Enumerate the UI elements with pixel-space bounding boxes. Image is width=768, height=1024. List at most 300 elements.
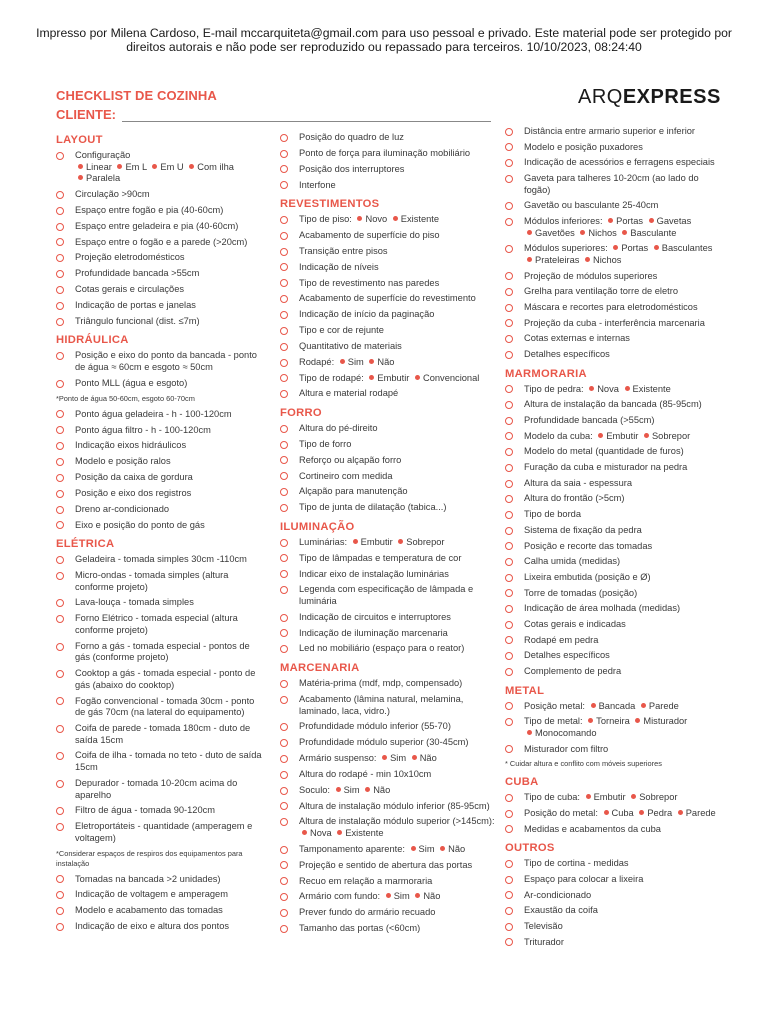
checkbox-circle-icon[interactable] [280, 802, 288, 810]
checkbox-circle-icon[interactable] [505, 464, 513, 472]
checkbox-circle-icon[interactable] [505, 589, 513, 597]
checklist-item[interactable] [280, 678, 496, 690]
option-n-o[interactable] [412, 753, 437, 763]
checkbox-circle-icon[interactable] [280, 771, 288, 779]
checkbox-circle-icon[interactable] [56, 152, 64, 160]
checklist-item[interactable] [505, 921, 720, 933]
checkbox-circle-icon[interactable] [280, 263, 288, 271]
option-portas[interactable] [608, 216, 643, 226]
checklist-item[interactable] [280, 876, 496, 888]
checklist-item[interactable] [56, 189, 266, 201]
checkbox-circle-icon[interactable] [56, 875, 64, 883]
checklist-item[interactable] [280, 844, 496, 856]
checklist-item-label: Interfone [299, 179, 336, 190]
checkbox-circle-icon[interactable] [505, 825, 513, 833]
checklist-item-content [299, 907, 496, 919]
checkbox-circle-icon[interactable] [505, 891, 513, 899]
checkbox-circle-icon[interactable] [280, 134, 288, 142]
checkbox-circle-icon[interactable] [505, 542, 513, 550]
checklist-item[interactable] [56, 221, 266, 233]
checklist-item[interactable] [280, 923, 496, 935]
checklist-item[interactable] [505, 349, 720, 361]
checkbox-circle-icon[interactable] [280, 739, 288, 747]
option-dot-icon [415, 893, 420, 898]
option-existente[interactable] [625, 384, 671, 394]
checklist-item[interactable] [280, 180, 496, 192]
checkbox-circle-icon[interactable] [56, 780, 64, 788]
checkbox-circle-icon[interactable] [56, 352, 64, 360]
checkbox-circle-icon[interactable] [280, 570, 288, 578]
checkbox-circle-icon[interactable] [56, 506, 64, 514]
checklist-item[interactable] [56, 554, 266, 566]
checklist-item[interactable] [505, 318, 720, 330]
checklist-item[interactable] [56, 597, 266, 609]
checkbox-circle-icon[interactable] [505, 938, 513, 946]
checklist-item[interactable] [280, 423, 496, 435]
checklist-item[interactable] [280, 907, 496, 919]
option-em-l[interactable] [117, 162, 146, 172]
checkbox-circle-icon[interactable] [56, 442, 64, 450]
checkbox-circle-icon[interactable] [280, 327, 288, 335]
checkbox-circle-icon[interactable] [505, 319, 513, 327]
checkbox-circle-icon[interactable] [280, 629, 288, 637]
checklist-item[interactable] [505, 525, 720, 537]
checkbox-circle-icon[interactable] [56, 697, 64, 705]
checkbox-circle-icon[interactable] [56, 254, 64, 262]
checklist-item[interactable] [505, 462, 720, 474]
option-nova[interactable] [302, 828, 332, 838]
checkbox-circle-icon[interactable] [56, 318, 64, 326]
checkbox-circle-icon[interactable] [56, 458, 64, 466]
checklist-item[interactable] [280, 537, 496, 549]
checkbox-circle-icon[interactable] [505, 272, 513, 280]
option-embutir[interactable] [598, 431, 638, 441]
checkbox-circle-icon[interactable] [505, 558, 513, 566]
checkbox-circle-icon[interactable] [56, 223, 64, 231]
checkbox-circle-icon[interactable] [505, 876, 513, 884]
checklist-item[interactable] [505, 874, 720, 886]
checkbox-circle-icon[interactable] [280, 181, 288, 189]
checklist-item[interactable] [56, 150, 266, 185]
checkbox-circle-icon[interactable] [280, 755, 288, 763]
checklist-item[interactable] [56, 570, 266, 593]
option-group [595, 431, 690, 441]
option-sobrepor[interactable] [398, 537, 444, 547]
checkbox-circle-icon[interactable] [505, 718, 513, 726]
checklist-item[interactable] [56, 456, 266, 468]
checkbox-circle-icon[interactable] [505, 351, 513, 359]
checkbox-circle-icon[interactable] [280, 232, 288, 240]
checkbox-circle-icon[interactable] [280, 456, 288, 464]
checkbox-circle-icon[interactable] [505, 175, 513, 183]
option-basculante[interactable] [622, 228, 676, 238]
checklist-item[interactable] [505, 415, 720, 427]
checkbox-circle-icon[interactable] [280, 472, 288, 480]
checkbox-circle-icon[interactable] [56, 725, 64, 733]
checklist-item[interactable] [280, 278, 496, 290]
option-pedra[interactable] [639, 808, 672, 818]
checklist-item[interactable] [280, 569, 496, 581]
checklist-item[interactable] [505, 173, 720, 196]
checklist-item[interactable] [505, 603, 720, 615]
checklist-item[interactable] [56, 921, 266, 933]
checklist-item[interactable] [280, 262, 496, 274]
checkbox-circle-icon[interactable] [505, 385, 513, 393]
checklist-item[interactable] [505, 243, 720, 266]
checklist-item[interactable] [56, 641, 266, 664]
checkbox-circle-icon[interactable] [56, 807, 64, 815]
checklist-item[interactable] [505, 216, 720, 239]
checkbox-circle-icon[interactable] [56, 923, 64, 931]
option-parede[interactable] [678, 808, 716, 818]
checkbox-circle-icon[interactable] [280, 925, 288, 933]
checkbox-circle-icon[interactable] [56, 302, 64, 310]
checkbox-circle-icon[interactable] [280, 441, 288, 449]
checkbox-circle-icon[interactable] [56, 615, 64, 623]
checkbox-circle-icon[interactable] [56, 572, 64, 580]
option-cuba[interactable] [604, 808, 634, 818]
checkbox-circle-icon[interactable] [56, 207, 64, 215]
checkbox-circle-icon[interactable] [56, 490, 64, 498]
checkbox-circle-icon[interactable] [56, 599, 64, 607]
option-paralela[interactable] [78, 173, 120, 183]
checklist-item[interactable] [505, 808, 720, 820]
checklist-item[interactable] [505, 572, 720, 584]
checklist-item[interactable] [280, 373, 496, 385]
checkbox-circle-icon[interactable] [505, 335, 513, 343]
checkbox-circle-icon[interactable] [505, 417, 513, 425]
checklist-item[interactable] [56, 905, 266, 917]
checklist-item[interactable] [280, 230, 496, 242]
checklist-item[interactable] [505, 157, 720, 169]
option-sim[interactable] [382, 753, 406, 763]
checklist-item[interactable] [56, 440, 266, 452]
checkbox-circle-icon[interactable] [280, 893, 288, 901]
checkbox-circle-icon[interactable] [56, 426, 64, 434]
checklist-item[interactable] [56, 350, 266, 373]
checkbox-circle-icon[interactable] [280, 504, 288, 512]
checkbox-circle-icon[interactable] [280, 488, 288, 496]
option-existente[interactable] [337, 828, 383, 838]
checklist-item[interactable] [505, 635, 720, 647]
checklist-item[interactable] [280, 502, 496, 514]
checklist-item[interactable] [505, 126, 720, 138]
checklist-item[interactable] [505, 399, 720, 411]
option-sobrepor[interactable] [631, 792, 677, 802]
checkbox-circle-icon[interactable] [505, 794, 513, 802]
checklist-item[interactable] [56, 252, 266, 264]
checklist-item[interactable] [56, 378, 266, 390]
checklist-item[interactable] [280, 486, 496, 498]
checkbox-circle-icon[interactable] [505, 143, 513, 151]
checklist-item[interactable] [505, 333, 720, 345]
checkbox-circle-icon[interactable] [280, 165, 288, 173]
checklist-item[interactable] [280, 293, 496, 305]
checklist-item[interactable] [505, 446, 720, 458]
checklist-item[interactable] [280, 785, 496, 797]
checklist-item[interactable] [56, 750, 266, 773]
checklist-item[interactable] [505, 650, 720, 662]
checkbox-circle-icon[interactable] [280, 723, 288, 731]
checklist-item[interactable] [280, 891, 496, 903]
checklist-item[interactable] [505, 824, 720, 836]
option-basculantes[interactable] [654, 243, 713, 253]
checkbox-circle-icon[interactable] [505, 245, 513, 253]
checkbox-circle-icon[interactable] [505, 432, 513, 440]
checkbox-circle-icon[interactable] [280, 539, 288, 547]
checklist-item[interactable] [505, 478, 720, 490]
checklist-item[interactable] [505, 302, 720, 314]
option-gavet-es[interactable] [527, 228, 575, 238]
checkbox-circle-icon[interactable] [56, 643, 64, 651]
checkbox-circle-icon[interactable] [505, 401, 513, 409]
checkbox-circle-icon[interactable] [505, 636, 513, 644]
checklist-item[interactable] [280, 132, 496, 144]
checkbox-circle-icon[interactable] [505, 923, 513, 931]
checklist-item[interactable] [280, 455, 496, 467]
checkbox-circle-icon[interactable] [56, 823, 64, 831]
checkbox-circle-icon[interactable] [505, 511, 513, 519]
checkbox-circle-icon[interactable] [56, 521, 64, 529]
option-monocomando[interactable] [527, 728, 597, 738]
checklist-item[interactable] [505, 286, 720, 298]
checkbox-circle-icon[interactable] [280, 846, 288, 854]
checklist-item-content [299, 923, 496, 935]
checkbox-circle-icon[interactable] [280, 150, 288, 158]
checklist-item[interactable] [280, 860, 496, 872]
option-existente[interactable] [393, 214, 439, 224]
checkbox-circle-icon[interactable] [505, 745, 513, 753]
checklist-item[interactable] [280, 553, 496, 565]
checklist-item[interactable] [280, 694, 496, 717]
checklist-item[interactable] [280, 388, 496, 400]
checklist-item[interactable] [505, 937, 720, 949]
checklist-item[interactable] [505, 792, 720, 804]
checkbox-circle-icon[interactable] [280, 909, 288, 917]
checkbox-circle-icon[interactable] [505, 218, 513, 226]
checklist-item[interactable] [505, 493, 720, 505]
option-embutir[interactable] [586, 792, 626, 802]
checklist-item[interactable] [56, 805, 266, 817]
checklist-item[interactable] [280, 439, 496, 451]
checklist-item[interactable] [505, 541, 720, 553]
checklist-item[interactable] [56, 696, 266, 719]
option-n-o[interactable] [415, 891, 440, 901]
checklist-item[interactable] [280, 341, 496, 353]
checklist-item[interactable] [56, 520, 266, 532]
checkbox-circle-icon[interactable] [505, 702, 513, 710]
checklist-item[interactable] [56, 821, 266, 844]
checkbox-circle-icon[interactable] [505, 159, 513, 167]
checklist-item[interactable] [280, 769, 496, 781]
checkbox-circle-icon[interactable] [505, 527, 513, 535]
checklist-item[interactable] [505, 509, 720, 521]
checklist-item[interactable] [280, 325, 496, 337]
checklist-item[interactable] [505, 384, 720, 396]
option-nichos[interactable] [580, 228, 616, 238]
checklist-item[interactable] [56, 409, 266, 421]
option-parede[interactable] [641, 701, 679, 711]
checklist-item[interactable] [505, 588, 720, 600]
checklist-item[interactable] [56, 889, 266, 901]
checklist-item[interactable] [505, 701, 720, 713]
checkbox-circle-icon[interactable] [56, 191, 64, 199]
option-sim[interactable] [340, 357, 364, 367]
checklist-item[interactable] [280, 246, 496, 258]
checkbox-circle-icon[interactable] [56, 410, 64, 418]
checkbox-circle-icon[interactable] [280, 248, 288, 256]
checkbox-circle-icon[interactable] [280, 645, 288, 653]
checklist-item[interactable] [505, 142, 720, 154]
checklist-item[interactable] [56, 488, 266, 500]
option-n-o[interactable] [440, 844, 465, 854]
checkbox-circle-icon[interactable] [505, 288, 513, 296]
checklist-item[interactable] [280, 584, 496, 607]
checklist-item[interactable] [280, 148, 496, 160]
checklist-item[interactable] [280, 721, 496, 733]
checkbox-circle-icon[interactable] [505, 621, 513, 629]
checklist-item[interactable] [56, 425, 266, 437]
checkbox-circle-icon[interactable] [280, 216, 288, 224]
checkbox-circle-icon[interactable] [56, 670, 64, 678]
checkbox-circle-icon[interactable] [505, 574, 513, 582]
checkbox-circle-icon[interactable] [505, 128, 513, 136]
checkbox-circle-icon[interactable] [280, 390, 288, 398]
checklist-item[interactable] [56, 300, 266, 312]
checkbox-circle-icon[interactable] [505, 448, 513, 456]
option-sim[interactable] [336, 785, 360, 795]
checkbox-circle-icon[interactable] [56, 891, 64, 899]
checkbox-circle-icon[interactable] [280, 359, 288, 367]
checklist-item[interactable] [280, 737, 496, 749]
option-n-o[interactable] [365, 785, 390, 795]
checklist-item[interactable] [56, 237, 266, 249]
checkbox-circle-icon[interactable] [280, 861, 288, 869]
checkbox-circle-icon[interactable] [280, 696, 288, 704]
option-torneira[interactable] [588, 716, 630, 726]
checkbox-circle-icon[interactable] [505, 304, 513, 312]
checkbox-circle-icon[interactable] [56, 556, 64, 564]
checkbox-circle-icon[interactable] [280, 425, 288, 433]
checklist-item[interactable] [280, 753, 496, 765]
checklist-item[interactable] [505, 271, 720, 283]
checkbox-circle-icon[interactable] [280, 877, 288, 885]
checkbox-circle-icon[interactable] [280, 614, 288, 622]
checkbox-circle-icon[interactable] [505, 652, 513, 660]
checkbox-circle-icon[interactable] [280, 554, 288, 562]
checkbox-circle-icon[interactable] [505, 860, 513, 868]
checklist-item[interactable] [56, 668, 266, 691]
checklist-item[interactable] [56, 472, 266, 484]
checkbox-circle-icon[interactable] [56, 380, 64, 388]
checklist-item[interactable] [280, 214, 496, 226]
option-embutir[interactable] [353, 537, 393, 547]
option-misturador[interactable] [635, 716, 687, 726]
checklist-item[interactable] [56, 723, 266, 746]
option-gavetas[interactable] [649, 216, 692, 226]
option-portas[interactable] [613, 243, 648, 253]
checklist-item[interactable] [56, 778, 266, 801]
checklist-item[interactable] [56, 284, 266, 296]
checklist-item[interactable] [280, 357, 496, 369]
checkbox-circle-icon[interactable] [280, 787, 288, 795]
checklist-item-content [299, 164, 496, 176]
checklist-item[interactable] [280, 643, 496, 655]
checkbox-circle-icon[interactable] [56, 752, 64, 760]
option-bancada[interactable] [591, 701, 636, 711]
checkbox-circle-icon[interactable] [280, 295, 288, 303]
checkbox-circle-icon[interactable] [505, 605, 513, 613]
checklist-item[interactable] [56, 504, 266, 516]
option-embutir[interactable] [369, 373, 409, 383]
checkbox-circle-icon[interactable] [505, 480, 513, 488]
option-nichos[interactable] [585, 255, 621, 265]
checklist-item[interactable] [56, 268, 266, 280]
checklist-item[interactable] [505, 556, 720, 568]
checklist-item[interactable] [280, 628, 496, 640]
option-n-o[interactable] [369, 357, 394, 367]
checkbox-circle-icon[interactable] [280, 586, 288, 594]
checklist-item[interactable] [56, 874, 266, 886]
checkbox-circle-icon[interactable] [280, 680, 288, 688]
checkbox-circle-icon[interactable] [505, 668, 513, 676]
checklist-item[interactable] [280, 471, 496, 483]
option-novo[interactable] [357, 214, 387, 224]
option-prateleiras[interactable] [527, 255, 579, 265]
checkbox-circle-icon[interactable] [56, 907, 64, 915]
checklist-item[interactable] [505, 905, 720, 917]
checkbox-circle-icon[interactable] [56, 474, 64, 482]
option-linear[interactable] [78, 162, 112, 172]
checkbox-circle-icon[interactable] [280, 279, 288, 287]
checkbox-circle-icon[interactable] [280, 311, 288, 319]
checklist-item[interactable] [280, 816, 496, 839]
option-sim[interactable] [386, 891, 410, 901]
option-convencional[interactable] [415, 373, 479, 383]
option-sim[interactable] [411, 844, 435, 854]
checkbox-circle-icon[interactable] [505, 907, 513, 915]
option-nova[interactable] [589, 384, 619, 394]
checklist-item[interactable] [505, 200, 720, 212]
checklist-item[interactable] [505, 716, 720, 739]
checkbox-circle-icon[interactable] [280, 374, 288, 382]
checkbox-circle-icon[interactable] [505, 810, 513, 818]
checkbox-circle-icon[interactable] [280, 818, 288, 826]
checklist-item[interactable] [280, 309, 496, 321]
checklist-item[interactable] [280, 801, 496, 813]
checklist-item[interactable] [505, 619, 720, 631]
checkbox-circle-icon[interactable] [56, 270, 64, 278]
option-com-ilha[interactable] [189, 162, 234, 172]
checklist-item[interactable] [505, 858, 720, 870]
option-sobrepor[interactable] [644, 431, 690, 441]
checkbox-circle-icon[interactable] [280, 343, 288, 351]
checklist-item[interactable] [280, 164, 496, 176]
option-em-u[interactable] [152, 162, 183, 172]
checklist-item[interactable] [56, 205, 266, 217]
checklist-item[interactable] [280, 612, 496, 624]
checklist-item[interactable] [505, 890, 720, 902]
checkbox-circle-icon[interactable] [56, 286, 64, 294]
checklist-item[interactable] [505, 744, 720, 756]
checklist-item[interactable] [56, 613, 266, 636]
checklist-item[interactable] [56, 316, 266, 328]
checkbox-circle-icon[interactable] [505, 495, 513, 503]
checkbox-circle-icon[interactable] [56, 238, 64, 246]
checklist-item[interactable] [505, 666, 720, 678]
checkbox-circle-icon[interactable] [505, 202, 513, 210]
checklist-item[interactable] [505, 431, 720, 443]
